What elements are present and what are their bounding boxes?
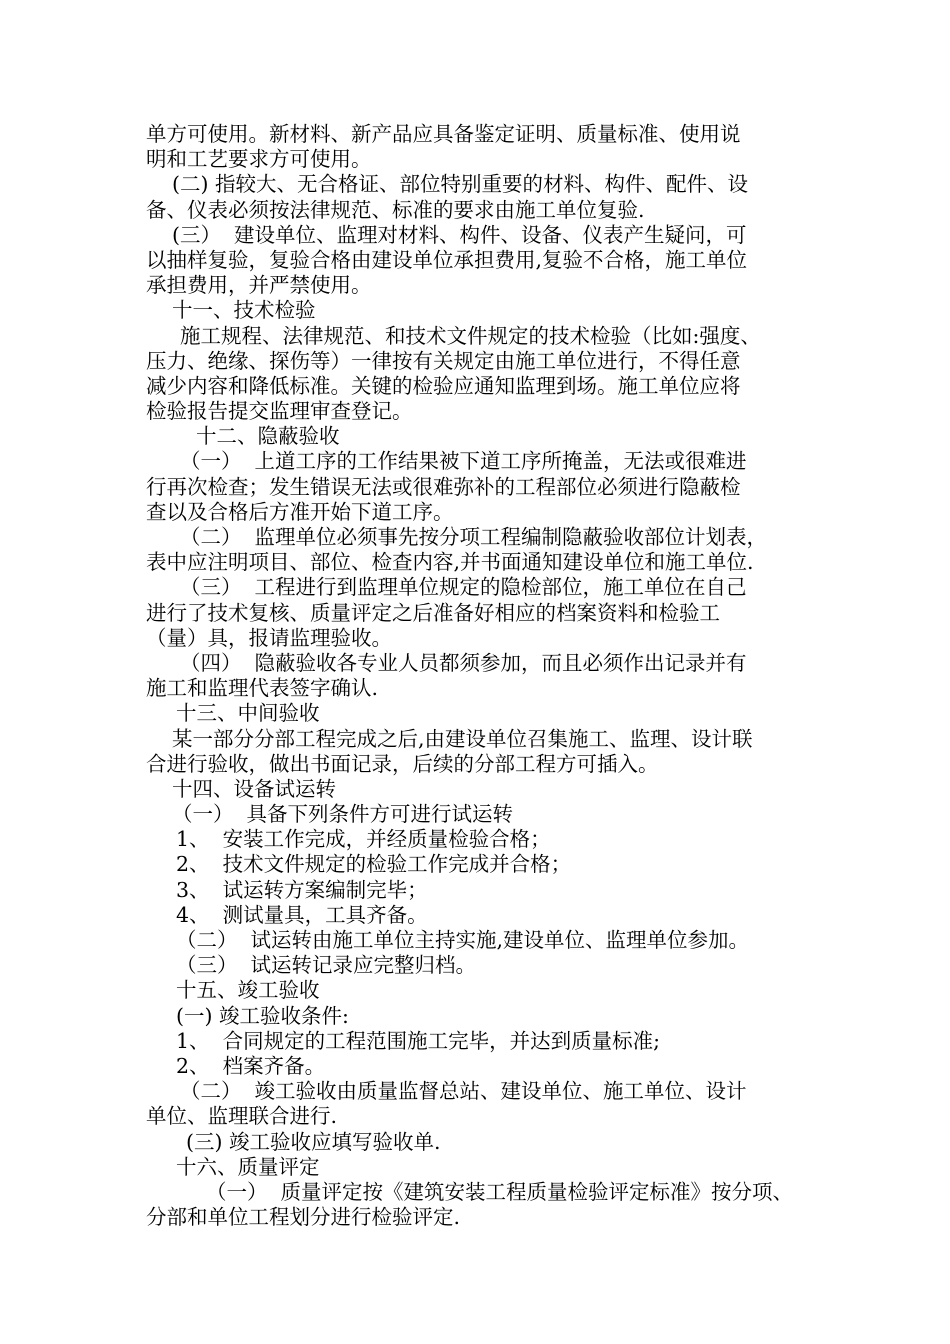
text-line: 十五、竣工验收 <box>176 978 320 1003</box>
text-line: （三） 工程进行到监理单位规定的隐检部位，施工单位在自己 <box>180 575 747 600</box>
text-line: （二） 试运转由施工单位主持实施,建设单位、监理单位参加。 <box>176 928 750 952</box>
text-line: 明和工艺要求方可使用。 <box>146 147 372 172</box>
text-line: 2、 技术文件规定的检验工作完成并合格； <box>176 852 572 877</box>
text-line: 行再次检查；发生错误无法或很难弥补的工程部位必须进行隐蔽检 <box>146 474 741 499</box>
text-line: 十六、质量评定 <box>176 1154 320 1179</box>
text-line: (一) 竣工验收条件: <box>176 1003 349 1028</box>
text-line: 以抽样复验，复验合格由建设单位承担费用,复验不合格，施工单位 <box>146 247 748 272</box>
text-line: （四） 隐蔽验收各专业人员都须参加，而且必须作出记录并有 <box>180 650 747 675</box>
text-line: 2、 档案齐备。 <box>176 1053 326 1078</box>
text-line: 施工规程、法律规范、和技术文件规定的技术检验（比如:强度、 <box>180 323 761 348</box>
text-line: （一） 具备下列条件方可进行试运转 <box>172 802 514 827</box>
text-line: （二） 监理单位必须事先按分项工程编制隐蔽验收部位计划表， <box>180 525 768 549</box>
text-line: 合进行验收，做出书面记录，后续的分部工程方可插入。 <box>146 751 659 776</box>
text-line: 压力、绝缘、探伤等）一律按有关规定由施工单位进行，不得任意 <box>146 348 741 373</box>
text-line: (三) 竣工验收应填写验收单. <box>186 1129 441 1154</box>
text-line: 表中应注明项目、部位、检查内容,并书面通知建设单位和施工单位. <box>146 550 754 575</box>
text-line: （量）具，报请监理验收。 <box>146 625 392 650</box>
text-line: 施工和监理代表签字确认. <box>146 676 379 701</box>
text-line: 进行了技术复核、质量评定之后准备好相应的档案资料和检验工 <box>146 600 720 625</box>
text-line: 单方可使用。新材料、新产品应具备鉴定证明、质量标准、使用说 <box>146 122 741 146</box>
text-line: 十二、隐蔽验收 <box>196 424 340 449</box>
text-line: 十三、中间验收 <box>176 701 320 726</box>
text-line: （三） 试运转记录应完整归档。 <box>176 953 477 978</box>
text-line: (三） 建设单位、监理对材料、构件、设备、仪表产生疑问，可 <box>172 222 747 247</box>
text-line: 减少内容和降低标准。关键的检验应通知监理到场。施工单位应将 <box>146 373 741 398</box>
text-line: 分部和单位工程划分进行检验评定. <box>146 1205 461 1230</box>
text-line: 承担费用，并严禁使用。 <box>146 273 372 298</box>
text-line: 4、 测试量具，工具齐备。 <box>176 902 428 927</box>
text-line: 某一部分分部工程完成之后,由建设单位召集施工、监理、设计联 <box>172 726 753 751</box>
text-line: 查以及合格后方准开始下道工序。 <box>146 499 454 524</box>
text-line: 3、 试运转方案编制完毕； <box>176 877 428 902</box>
text-line: 单位、监理联合进行. <box>146 1104 338 1129</box>
text-line: (二) 指较大、无合格证、部位特别重要的材料、构件、配件、设 <box>172 172 749 197</box>
text-line: 十四、设备试运转 <box>172 776 336 801</box>
text-line: 十一、技术检验 <box>172 298 316 323</box>
text-line: 1、 合同规定的工程范围施工完毕，并达到质量标准; <box>176 1028 660 1053</box>
document-body <box>146 122 836 1230</box>
text-line: 1、 安装工作完成，并经质量检验合格； <box>176 827 551 852</box>
text-line: （一） 质量评定按《建筑安装工程质量检验评定标准》按分项、 <box>206 1179 794 1204</box>
text-line: （一） 上道工序的工作结果被下道工序所掩盖，无法或很难进 <box>180 449 747 474</box>
text-line: 备、仪表必须按法律规范、标准的要求由施工单位复验. <box>146 197 645 222</box>
text-line: 检验报告提交监理审查登记。 <box>146 399 413 424</box>
text-line: （二） 竣工验收由质量监督总站、建设单位、施工单位、设计 <box>180 1079 747 1104</box>
